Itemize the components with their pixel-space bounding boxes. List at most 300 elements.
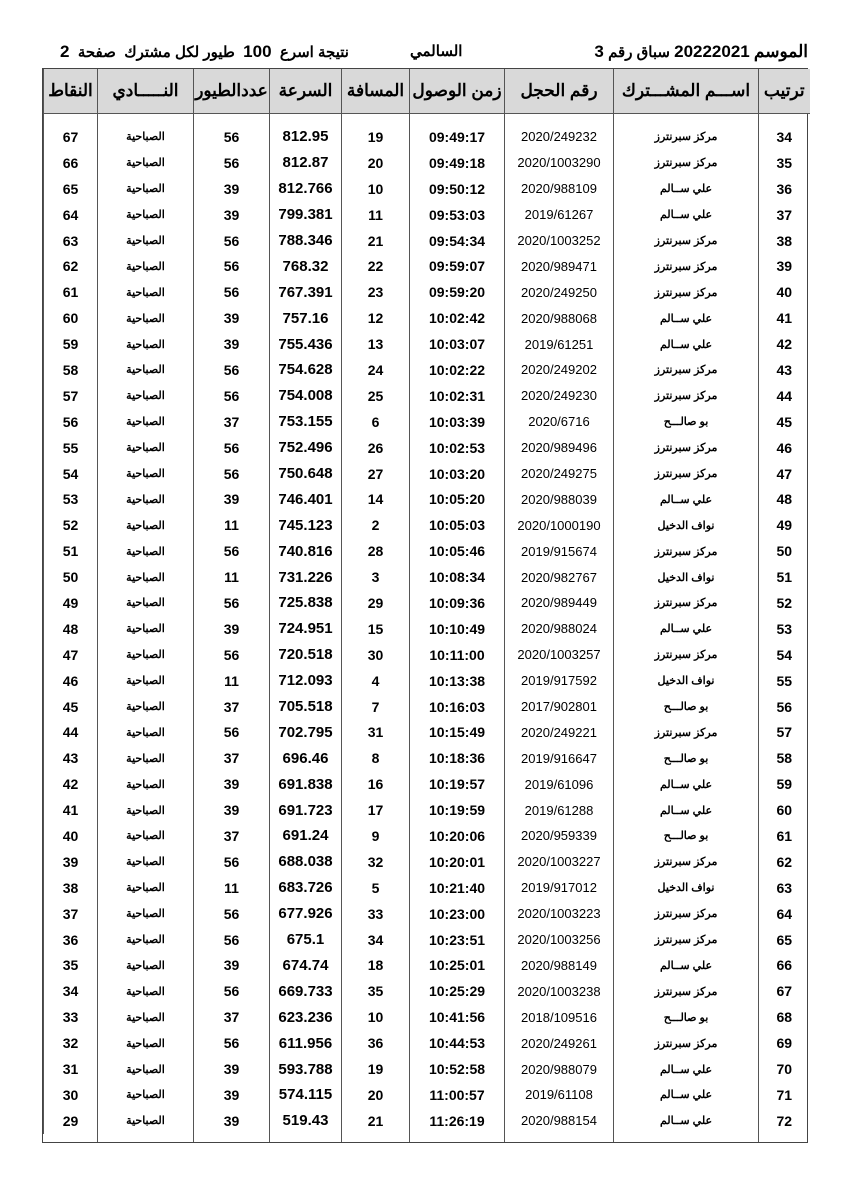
cell-ring-number: 2020/988079	[505, 1056, 614, 1082]
cell-ring-number: 2020/988024	[505, 616, 614, 642]
cell-rank: 71	[759, 1082, 810, 1108]
cell-distance: 18	[342, 953, 410, 979]
cell-arrival-time: 09:49:17	[410, 114, 505, 150]
cell-ring-number: 2019/61096	[505, 771, 614, 797]
column-header-arrival-time: زمن الوصول	[410, 69, 505, 114]
column-header-speed: السرعة	[270, 69, 342, 114]
cell-arrival-time: 10:02:31	[410, 383, 505, 409]
cell-points: 44	[44, 719, 98, 745]
cell-participant-name: مركز سبرنترز	[614, 461, 759, 487]
cell-distance: 7	[342, 694, 410, 720]
cell-ring-number: 2020/959339	[505, 823, 614, 849]
cell-ring-number: 2020/249202	[505, 357, 614, 383]
cell-points: 57	[44, 383, 98, 409]
cell-club: الصباحية	[98, 1108, 194, 1134]
cell-ring-number: 2019/917592	[505, 668, 614, 694]
cell-distance: 19	[342, 114, 410, 150]
cell-club: الصباحية	[98, 461, 194, 487]
column-divider	[409, 69, 410, 1142]
cell-speed: 519.43	[270, 1108, 342, 1134]
cell-rank: 47	[759, 461, 810, 487]
cell-ring-number: 2020/1003290	[505, 150, 614, 176]
cell-participant-name: علي ســالم	[614, 331, 759, 357]
table-row	[44, 228, 810, 254]
cell-rank: 62	[759, 849, 810, 875]
cell-club: الصباحية	[98, 486, 194, 512]
cell-rank: 44	[759, 383, 810, 409]
table-header-row	[44, 69, 810, 114]
cell-club: الصباحية	[98, 745, 194, 771]
cell-arrival-time: 10:20:06	[410, 823, 505, 849]
race-number: 3	[594, 42, 604, 61]
cell-distance: 13	[342, 331, 410, 357]
cell-bird-count: 56	[194, 461, 270, 487]
cell-ring-number: 2020/1000190	[505, 512, 614, 538]
cell-ring-number: 2019/61267	[505, 202, 614, 228]
table-body	[44, 114, 810, 1134]
cell-speed: 725.838	[270, 590, 342, 616]
cell-ring-number: 2020/988109	[505, 176, 614, 202]
cell-participant-name: مركز سبرنترز	[614, 279, 759, 305]
cell-participant-name: علي ســالم	[614, 1108, 759, 1134]
race-label: سباق رقم	[608, 44, 670, 61]
cell-arrival-time: 10:23:51	[410, 927, 505, 953]
cell-club: الصباحية	[98, 771, 194, 797]
table-row	[44, 357, 810, 383]
cell-ring-number: 2020/249275	[505, 461, 614, 487]
cell-ring-number: 2020/249250	[505, 279, 614, 305]
cell-points: 34	[44, 978, 98, 1004]
table-row	[44, 953, 810, 979]
cell-club: الصباحية	[98, 694, 194, 720]
cell-participant-name: علي ســالم	[614, 176, 759, 202]
cell-distance: 34	[342, 927, 410, 953]
cell-bird-count: 11	[194, 668, 270, 694]
cell-distance: 5	[342, 875, 410, 901]
cell-participant-name: بو صالـــح	[614, 745, 759, 771]
cell-bird-count: 39	[194, 1056, 270, 1082]
column-divider	[613, 69, 614, 1142]
cell-club: الصباحية	[98, 383, 194, 409]
table-row	[44, 253, 810, 279]
cell-bird-count: 56	[194, 114, 270, 150]
cell-club: الصباحية	[98, 176, 194, 202]
cell-rank: 43	[759, 357, 810, 383]
cell-club: الصباحية	[98, 797, 194, 823]
cell-speed: 812.87	[270, 150, 342, 176]
cell-club: الصباحية	[98, 538, 194, 564]
cell-speed: 757.16	[270, 305, 342, 331]
cell-points: 59	[44, 331, 98, 357]
cell-speed: 688.038	[270, 849, 342, 875]
cell-rank: 68	[759, 1004, 810, 1030]
cell-rank: 56	[759, 694, 810, 720]
cell-bird-count: 39	[194, 1108, 270, 1134]
loft-name: السالمي	[410, 43, 463, 60]
cell-points: 55	[44, 435, 98, 461]
cell-points: 38	[44, 875, 98, 901]
cell-speed: 750.648	[270, 461, 342, 487]
cell-club: الصباحية	[98, 668, 194, 694]
cell-participant-name: بو صالـــح	[614, 1004, 759, 1030]
cell-ring-number: 2020/988154	[505, 1108, 614, 1134]
column-divider	[758, 69, 759, 1142]
cell-speed: 574.115	[270, 1082, 342, 1108]
cell-rank: 55	[759, 668, 810, 694]
cell-club: الصباحية	[98, 1056, 194, 1082]
cell-speed: 812.95	[270, 114, 342, 150]
cell-arrival-time: 10:52:58	[410, 1056, 505, 1082]
cell-arrival-time: 10:02:42	[410, 305, 505, 331]
cell-distance: 10	[342, 1004, 410, 1030]
cell-club: الصباحية	[98, 114, 194, 150]
cell-bird-count: 56	[194, 228, 270, 254]
cell-ring-number: 2019/61108	[505, 1082, 614, 1108]
cell-participant-name: مركز سبرنترز	[614, 1030, 759, 1056]
cell-bird-count: 56	[194, 978, 270, 1004]
cell-bird-count: 56	[194, 927, 270, 953]
column-divider	[341, 69, 342, 1142]
cell-rank: 66	[759, 953, 810, 979]
cell-club: الصباحية	[98, 564, 194, 590]
cell-rank: 70	[759, 1056, 810, 1082]
cell-bird-count: 11	[194, 875, 270, 901]
table-row	[44, 486, 810, 512]
table-row	[44, 590, 810, 616]
cell-club: الصباحية	[98, 849, 194, 875]
cell-bird-count: 37	[194, 823, 270, 849]
table-row	[44, 512, 810, 538]
cell-speed: 675.1	[270, 927, 342, 953]
cell-points: 66	[44, 150, 98, 176]
cell-points: 53	[44, 486, 98, 512]
cell-ring-number: 2018/109516	[505, 1004, 614, 1030]
cell-rank: 53	[759, 616, 810, 642]
column-divider	[504, 69, 505, 1142]
cell-speed: 705.518	[270, 694, 342, 720]
cell-speed: 623.236	[270, 1004, 342, 1030]
table-row	[44, 745, 810, 771]
cell-club: الصباحية	[98, 642, 194, 668]
cell-rank: 41	[759, 305, 810, 331]
per-label: طيور لكل مشترك	[124, 44, 235, 61]
cell-arrival-time: 10:25:29	[410, 978, 505, 1004]
cell-ring-number: 2020/989496	[505, 435, 614, 461]
cell-ring-number: 2020/1003257	[505, 642, 614, 668]
cell-participant-name: بو صالـــح	[614, 694, 759, 720]
cell-distance: 8	[342, 745, 410, 771]
season-label: الموسم	[753, 42, 808, 61]
cell-points: 60	[44, 305, 98, 331]
result-label: نتيجة اسرع	[279, 44, 349, 61]
column-divider	[97, 69, 98, 1142]
cell-arrival-time: 10:19:59	[410, 797, 505, 823]
cell-ring-number: 2020/6716	[505, 409, 614, 435]
cell-speed: 702.795	[270, 719, 342, 745]
cell-club: الصباحية	[98, 927, 194, 953]
table-row	[44, 202, 810, 228]
table-row	[44, 435, 810, 461]
cell-rank: 36	[759, 176, 810, 202]
cell-bird-count: 39	[194, 616, 270, 642]
cell-ring-number: 2020/982767	[505, 564, 614, 590]
cell-club: الصباحية	[98, 357, 194, 383]
column-header-ring-number: رقم الحجل	[505, 69, 614, 114]
cell-distance: 9	[342, 823, 410, 849]
table-row	[44, 616, 810, 642]
cell-points: 47	[44, 642, 98, 668]
cell-club: الصباحية	[98, 253, 194, 279]
cell-rank: 45	[759, 409, 810, 435]
table-row	[44, 1108, 810, 1134]
cell-bird-count: 39	[194, 176, 270, 202]
cell-club: الصباحية	[98, 279, 194, 305]
column-header-participant-name: اســـم المشـــترك	[614, 69, 759, 114]
cell-club: الصباحية	[98, 512, 194, 538]
cell-distance: 23	[342, 279, 410, 305]
table-row	[44, 694, 810, 720]
cell-points: 61	[44, 279, 98, 305]
cell-rank: 59	[759, 771, 810, 797]
table-row	[44, 642, 810, 668]
season-value: 20222021	[674, 42, 750, 61]
cell-participant-name: مركز سبرنترز	[614, 114, 759, 150]
cell-speed: 712.093	[270, 668, 342, 694]
cell-distance: 10	[342, 176, 410, 202]
cell-speed: 611.956	[270, 1030, 342, 1056]
cell-ring-number: 2020/988039	[505, 486, 614, 512]
cell-points: 33	[44, 1004, 98, 1030]
cell-speed: 752.496	[270, 435, 342, 461]
cell-rank: 50	[759, 538, 810, 564]
cell-ring-number: 2020/249221	[505, 719, 614, 745]
cell-club: الصباحية	[98, 901, 194, 927]
cell-participant-name: مركز سبرنترز	[614, 538, 759, 564]
cell-participant-name: مركز سبرنترز	[614, 849, 759, 875]
cell-club: الصباحية	[98, 150, 194, 176]
cell-ring-number: 2020/989471	[505, 253, 614, 279]
table-row	[44, 978, 810, 1004]
cell-participant-name: مركز سبرنترز	[614, 719, 759, 745]
cell-club: الصباحية	[98, 823, 194, 849]
cell-rank: 63	[759, 875, 810, 901]
cell-arrival-time: 10:05:20	[410, 486, 505, 512]
cell-speed: 754.628	[270, 357, 342, 383]
cell-speed: 740.816	[270, 538, 342, 564]
cell-rank: 49	[759, 512, 810, 538]
cell-ring-number: 2020/249230	[505, 383, 614, 409]
table-row	[44, 176, 810, 202]
cell-rank: 46	[759, 435, 810, 461]
cell-ring-number: 2017/902801	[505, 694, 614, 720]
cell-points: 62	[44, 253, 98, 279]
cell-rank: 61	[759, 823, 810, 849]
cell-ring-number: 2019/916647	[505, 745, 614, 771]
column-header-distance: المسافة	[342, 69, 410, 114]
cell-speed: 720.518	[270, 642, 342, 668]
cell-participant-name: مركز سبرنترز	[614, 435, 759, 461]
cell-arrival-time: 10:10:49	[410, 616, 505, 642]
cell-club: الصباحية	[98, 875, 194, 901]
cell-arrival-time: 10:41:56	[410, 1004, 505, 1030]
cell-speed: 731.226	[270, 564, 342, 590]
cell-distance: 20	[342, 150, 410, 176]
cell-club: الصباحية	[98, 1030, 194, 1056]
cell-points: 42	[44, 771, 98, 797]
cell-arrival-time: 10:18:36	[410, 745, 505, 771]
cell-speed: 768.32	[270, 253, 342, 279]
cell-arrival-time: 10:02:22	[410, 357, 505, 383]
cell-points: 52	[44, 512, 98, 538]
table-row	[44, 114, 810, 150]
cell-club: الصباحية	[98, 978, 194, 1004]
table-row	[44, 1082, 810, 1108]
cell-participant-name: مركز سبرنترز	[614, 383, 759, 409]
cell-club: الصباحية	[98, 202, 194, 228]
table-row	[44, 305, 810, 331]
cell-distance: 22	[342, 253, 410, 279]
cell-club: الصباحية	[98, 719, 194, 745]
cell-points: 31	[44, 1056, 98, 1082]
cell-arrival-time: 11:00:57	[410, 1082, 505, 1108]
cell-bird-count: 39	[194, 331, 270, 357]
cell-bird-count: 39	[194, 305, 270, 331]
cell-bird-count: 39	[194, 486, 270, 512]
table-row	[44, 1030, 810, 1056]
table-row	[44, 901, 810, 927]
cell-bird-count: 56	[194, 849, 270, 875]
cell-distance: 26	[342, 435, 410, 461]
cell-bird-count: 56	[194, 383, 270, 409]
cell-ring-number: 2019/917012	[505, 875, 614, 901]
page-label: صفحة	[77, 44, 116, 61]
page-number: 2	[60, 42, 70, 61]
cell-arrival-time: 10:03:07	[410, 331, 505, 357]
column-header-club: النـــــادي	[98, 69, 194, 114]
cell-ring-number: 2019/61288	[505, 797, 614, 823]
cell-distance: 31	[342, 719, 410, 745]
cell-participant-name: مركز سبرنترز	[614, 901, 759, 927]
cell-points: 45	[44, 694, 98, 720]
cell-speed: 788.346	[270, 228, 342, 254]
table-row	[44, 668, 810, 694]
cell-arrival-time: 10:05:46	[410, 538, 505, 564]
cell-rank: 35	[759, 150, 810, 176]
cell-distance: 30	[342, 642, 410, 668]
cell-rank: 34	[759, 114, 810, 150]
cell-participant-name: نواف الدخيل	[614, 668, 759, 694]
cell-points: 64	[44, 202, 98, 228]
cell-distance: 19	[342, 1056, 410, 1082]
cell-points: 40	[44, 823, 98, 849]
cell-ring-number: 2019/61251	[505, 331, 614, 357]
table-row	[44, 383, 810, 409]
table-row	[44, 823, 810, 849]
result-subtitle	[60, 42, 349, 62]
cell-speed: 674.74	[270, 953, 342, 979]
cell-speed: 669.733	[270, 978, 342, 1004]
cell-rank: 52	[759, 590, 810, 616]
cell-ring-number: 2020/1003238	[505, 978, 614, 1004]
cell-speed: 767.391	[270, 279, 342, 305]
cell-arrival-time: 09:50:12	[410, 176, 505, 202]
cell-distance: 24	[342, 357, 410, 383]
table-row	[44, 797, 810, 823]
cell-points: 43	[44, 745, 98, 771]
cell-arrival-time: 10:02:53	[410, 435, 505, 461]
cell-distance: 21	[342, 1108, 410, 1134]
cell-participant-name: علي ســالم	[614, 486, 759, 512]
cell-rank: 39	[759, 253, 810, 279]
cell-arrival-time: 10:13:38	[410, 668, 505, 694]
cell-ring-number: 2020/988068	[505, 305, 614, 331]
cell-speed: 683.726	[270, 875, 342, 901]
cell-bird-count: 56	[194, 357, 270, 383]
cell-participant-name: بو صالـــح	[614, 823, 759, 849]
cell-bird-count: 11	[194, 512, 270, 538]
cell-bird-count: 56	[194, 590, 270, 616]
cell-distance: 21	[342, 228, 410, 254]
cell-arrival-time: 10:25:01	[410, 953, 505, 979]
cell-speed: 691.723	[270, 797, 342, 823]
cell-points: 67	[44, 114, 98, 150]
cell-points: 65	[44, 176, 98, 202]
cell-rank: 54	[759, 642, 810, 668]
cell-participant-name: مركز سبرنترز	[614, 978, 759, 1004]
cell-bird-count: 39	[194, 1082, 270, 1108]
cell-distance: 29	[342, 590, 410, 616]
cell-speed: 724.951	[270, 616, 342, 642]
cell-arrival-time: 10:03:39	[410, 409, 505, 435]
cell-distance: 16	[342, 771, 410, 797]
cell-distance: 15	[342, 616, 410, 642]
cell-points: 50	[44, 564, 98, 590]
cell-rank: 60	[759, 797, 810, 823]
cell-participant-name: مركز سبرنترز	[614, 642, 759, 668]
cell-distance: 36	[342, 1030, 410, 1056]
cell-participant-name: مركز سبرنترز	[614, 590, 759, 616]
cell-participant-name: علي ســالم	[614, 305, 759, 331]
cell-participant-name: علي ســالم	[614, 202, 759, 228]
cell-points: 48	[44, 616, 98, 642]
cell-arrival-time: 10:11:00	[410, 642, 505, 668]
cell-distance: 25	[342, 383, 410, 409]
cell-speed: 677.926	[270, 901, 342, 927]
cell-arrival-time: 10:23:00	[410, 901, 505, 927]
column-header-bird-count: عددالطيور	[194, 69, 270, 114]
cell-bird-count: 56	[194, 253, 270, 279]
cell-club: الصباحية	[98, 1004, 194, 1030]
cell-bird-count: 56	[194, 719, 270, 745]
cell-distance: 11	[342, 202, 410, 228]
cell-distance: 6	[342, 409, 410, 435]
cell-arrival-time: 10:08:34	[410, 564, 505, 590]
cell-speed: 745.123	[270, 512, 342, 538]
table-row	[44, 538, 810, 564]
cell-club: الصباحية	[98, 590, 194, 616]
cell-speed: 812.766	[270, 176, 342, 202]
cell-arrival-time: 11:26:19	[410, 1108, 505, 1134]
cell-bird-count: 37	[194, 694, 270, 720]
table-row	[44, 927, 810, 953]
cell-points: 39	[44, 849, 98, 875]
cell-rank: 37	[759, 202, 810, 228]
cell-arrival-time: 10:44:53	[410, 1030, 505, 1056]
table-row	[44, 849, 810, 875]
cell-club: الصباحية	[98, 331, 194, 357]
table-row	[44, 279, 810, 305]
cell-points: 51	[44, 538, 98, 564]
